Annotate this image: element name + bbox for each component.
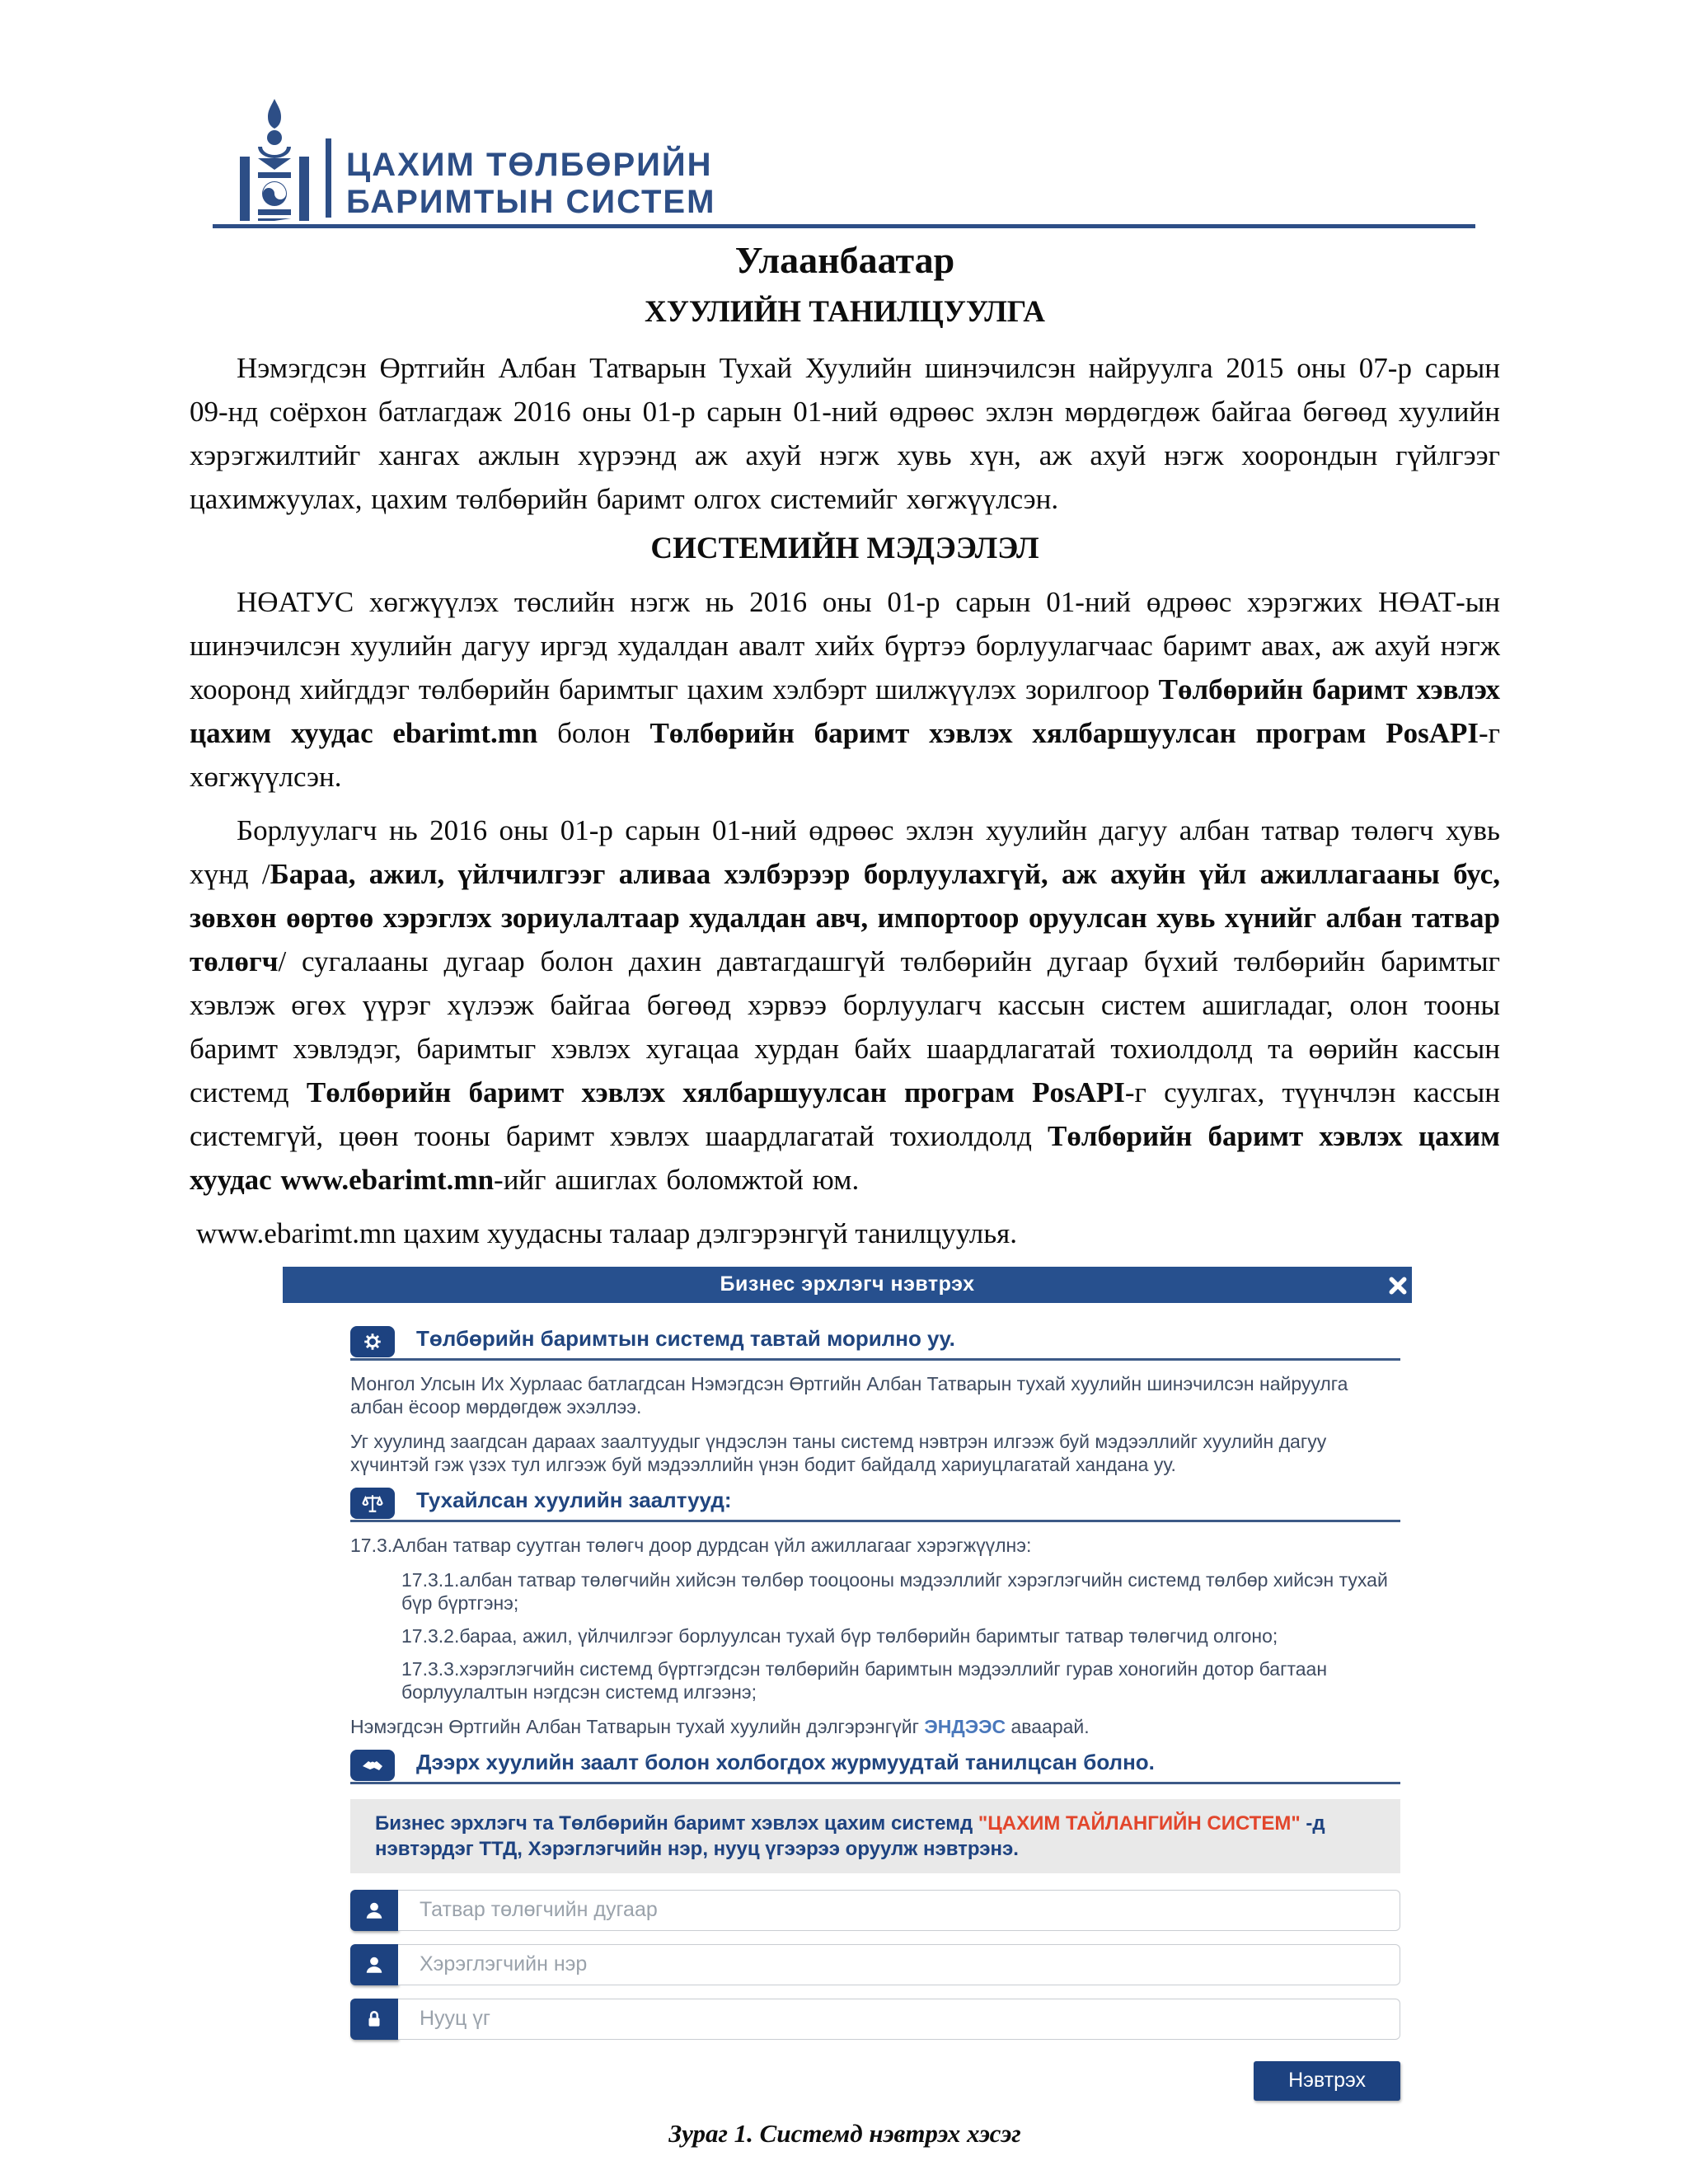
paragraph-law-intro: Нэмэгдсэн Өртгийн Албан Татварын Тухай Хуулийн шинэчилсэн найруулга 2015 оны 07-р сарын 09-нд соёрхон батлагдаж 2016 оны 01-р сарын 01-ний өдрөөс эхлэн мөрдөгдөж байгаа бөгөөд хуулийн хэрэгжилтийг хангах ажлын хүрээнд аж ахуй нэгж хувь хүн, аж ахуй нэгж хоорондын гүйлгээг цахимжуулах, цахим төлбөрийн баримт олгох системийг хөгжүүлсэн. <box>190 351 1500 515</box>
notice-box: Бизнес эрхлэгч та Төлбөрийн баримт хэвлэх цахим системд "ЦАХИМ ТАЙЛАНГИЙН СИСТЕМ" -д нэвтэрдэг ТТД, Хэрэглэгчийн нэр, нууц үгээрээ оруулж нэвтрэнэ. <box>350 1799 1400 1873</box>
law-intro-heading: ХУУЛИЙН ТАНИЛЦУУЛГА <box>644 295 1045 330</box>
dialog-titlebar <box>283 1267 1412 1303</box>
username-input[interactable] <box>398 1944 1400 1985</box>
username-row <box>350 1944 1400 1985</box>
paragraph-website-note: www.ebarimt.mn цахим хуудасны талаар дэлгэрэнгүй танилцуулья. <box>196 1216 1018 1249</box>
dialog-title: Бизнес эрхлэгч нэвтрэх <box>720 1272 975 1296</box>
legal-heading: Тухайлсан хуулийн заалтууд: <box>416 1487 732 1512</box>
legal-section-header <box>350 1488 1400 1522</box>
paragraph-system-info: НӨАТУС хөгжүүлэх төслийн нэгж нь 2016 оны 01-р сарын 01-ний өдрөөс хэрэгжих НӨАТ-ын шинэчилсэн хуулийн дагуу иргэд худалдан авалт хийх бүртээ борлуулагчаас баримт авах, аж ахуй нэгж хооронд хийгддэг төлбөрийн баримтыг цахим хэлбэрт шилжүүлэх зорилгоор Төлбөрийн баримт хэвлэх цахим хуудас ebarimt.mn болон Төлбөрийн баримт хэвлэх хялбаршуулсан програм PosAPI-г хөгжүүлсэн. <box>190 585 1500 793</box>
taxpayer-id-row <box>350 1890 1400 1931</box>
clause-17-3-3: 17.3.3.хэрэглэгчийн системд бүртгэгдсэн төлбөрийн баримтын мэдээллийг гурав хоногийн дотор багтаан борлуулалтын нэгдсэн системд илгээнэ; <box>401 1657 1328 1703</box>
login-button[interactable]: Нэвтрэх <box>1254 2061 1400 2101</box>
download-link[interactable]: ЭНДЭЭС <box>924 1715 1006 1737</box>
handshake-icon <box>350 1750 395 1781</box>
dialog-intro-2: Уг хуулинд заагдсан дараах заалтуудыг үндэслэн таны системд нэвтрэн илгээж буй мэдээллийг хуулийн дагуу хүчинтэй гэж үзэх тул илгээж буй мэдээллийн үнэн бодит байдалд хариуцлагатай хандана уу. <box>350 1430 1327 1475</box>
logo-text-line1: ЦАХИМ ТӨЛБӨРИЙН <box>346 147 713 184</box>
ack-heading: Дээрх хуулийн заалт болон холбогдох журмуудтай танилцсан болно. <box>416 1749 1155 1774</box>
welcome-heading: Төлбөрийн баримтын системд тавтай морилно уу. <box>416 1325 955 1351</box>
dialog-intro-1: Монгол Улсын Их Хурлаас батлагдсан Нэмэгдсэн Өртгийн Албан Татварын тухай хуулийн шинэчилсэн найруулга албан ёсоор мөрдөгдөж эхэллээ. <box>350 1372 1348 1418</box>
logo-text-line2: БАРИМТЫН СИСТЕМ <box>346 184 716 221</box>
clause-17-3: 17.3.Албан татвар суутган төлөгч доор дурдсан үйл ажиллагааг хэрэгжүүлнэ: <box>350 1534 1032 1556</box>
gear-icon <box>350 1326 395 1357</box>
welcome-section-header <box>350 1326 1400 1361</box>
clause-17-3-1: 17.3.1.албан татвар төлөгчийн хийсэн төлбөр тооцооны мэдээллийг хэрэглэгчийн системд төлбөр хийсэн тухай бүр бүртгэнэ; <box>401 1568 1388 1614</box>
login-dialog <box>283 1267 1412 2101</box>
paragraph-seller-duty: Борлуулагч нь 2016 оны 01-р сарын 01-ний өдрөөс эхлэн хуулийн дагуу албан татвар төлөгч хувь хүнд /Бараа, ажил, үйлчилгээг аливаа хэлбэрээр борлуулахгүй, аж ахуйн үйл ажиллагааны бус, зөвхөн өөртөө хэрэглэх зориулалтаар худалдан авч, импортоор оруулсан хувь хүнийг албан татвар төлөгч/ сугалааны дугаар болон дахин давтагдашгүй төлбөрийн дугаар бүхий төлбөрийн баримтыг хэвлэж өгөх үүрэг хүлээж байгаа бөгөөд хэрвээ борлуулагч кассын систем ашигладаг, олон тооны баримт хэвлэдэг, баримтыг хэвлэх хугацаа хурдан байх шаардлагатай тохиолдолд та өөрийн кассын системд Төлбөрийн баримт хэвлэх хялбаршуулсан програм PosAPI-г суулгах, түүнчлэн кассын системгүй, цөөн тооны баримт хэвлэх шаардлагатай тохиолдолд Төлбөрийн баримт хэвлэх цахим хуудас www.ebarimt.mn-ийг ашиглах боломжтой юм. <box>190 813 1501 1196</box>
password-input[interactable] <box>398 1999 1400 2040</box>
password-row <box>350 1999 1400 2040</box>
lock-icon <box>350 1999 398 2040</box>
scales-icon <box>350 1488 395 1519</box>
button-row <box>350 2061 1400 2101</box>
logo-divider <box>326 138 331 218</box>
law-download-line: Нэмэгдсэн Өртгийн Албан Татварын тухай хуулийн дэлгэрэнгүйг ЭНДЭЭС аваарай. <box>350 1715 1090 1737</box>
clause-17-3-2: 17.3.2.бараа, ажил, үйлчилгээг борлуулсан тухай бүр төлбөрийн баримтыг татвар төлөгчид олгоно; <box>401 1624 1278 1647</box>
user-icon <box>350 1944 398 1985</box>
notice-highlight: "ЦАХИМ ТАЙЛАНГИЙН СИСТЕМ" <box>978 1811 1301 1835</box>
system-info-heading: СИСТЕМИЙН МЭДЭЭЛЭЛ <box>650 531 1039 565</box>
page-logo <box>233 96 715 221</box>
figure-caption: Зураг 1. Системд нэвтрэх хэсэг <box>668 2118 1021 2148</box>
taxpayer-id-input[interactable] <box>398 1890 1400 1931</box>
user-icon <box>350 1890 398 1931</box>
close-icon[interactable] <box>1387 1275 1409 1296</box>
ack-section-header <box>350 1750 1400 1784</box>
page-title: Улаанбаатар <box>734 239 955 281</box>
header-rule <box>213 224 1475 228</box>
soyombo-icon <box>233 97 316 221</box>
